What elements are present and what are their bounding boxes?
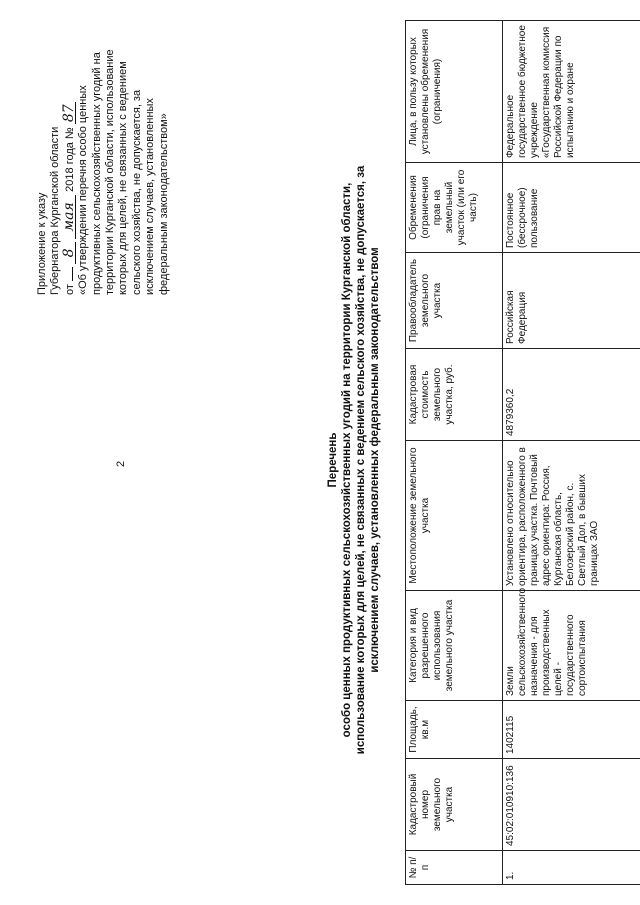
date-blank — [63, 267, 73, 281]
appendix-date-line — [60, 27, 77, 295]
header-cell-cadastral-value: Кадастровая стоимость земельного участка, руб. — [406, 349, 503, 441]
cell-cadastral-value: 4879360,2 — [503, 349, 640, 441]
header-cell-owner: Правообладатель земельного участка — [406, 253, 503, 349]
header-cell-beneficiary: Лица, в пользу которых установлены обременения (ограничения) — [406, 21, 503, 163]
cell-number: 1. — [503, 851, 640, 885]
cell-area: 1402115 — [503, 701, 640, 759]
table-header-row — [406, 21, 503, 885]
cell-encumbrance: Постоянное (бессрочное) пользование — [503, 163, 640, 253]
header-cell-location: Местоположение земельного участка — [406, 441, 503, 591]
appendix-line-1: Приложение к указу — [36, 192, 48, 295]
document-title — [326, 155, 382, 765]
decree-number: 87 — [63, 102, 76, 124]
header-cell-category: Категория и вид разрешенного использования земельного участка — [406, 591, 503, 701]
header-cell-area: Площадь, кв.м — [406, 701, 503, 759]
header-cell-encumbrance: Обременения (ограничения прав на земельный участок (или его часть) — [406, 163, 503, 253]
header-cell-number: № п/п — [406, 851, 503, 885]
cell-cadastral-number: 45:02:010910:136 — [503, 759, 640, 851]
cell-category: Земли сельскохозяйственного назначения - для производственных целей - государственного сортоиспытания — [503, 591, 640, 701]
table-row — [503, 21, 640, 885]
appendix-block — [36, 27, 171, 295]
date-prefix: от — [63, 284, 76, 295]
cell-location: Установлено относительно ориентира, расположенного в границах участка. Почтовый адрес ориентира: Россия, Курганская область, Белозерский район, с. Светлый Дол, в бывших границах ЗАО — [503, 441, 640, 591]
cell-owner: Российская Федерация — [503, 253, 640, 349]
date-year: 2018 года № — [63, 127, 76, 192]
land-register-table — [405, 20, 640, 885]
page-number: 2 — [115, 460, 127, 467]
appendix-description: «Об утверждении перечня особо ценных продуктивных сельскохозяйственных угодий на территории Курганской области, использование которых для целей, не связанных с ведением сельского хозяйства, не допускается, за исключением случаев, установленных федеральным законодательством» — [77, 49, 170, 295]
title-text: особо ценных продуктивных сельскохозяйственных угодий на территории Курганской области, использование которых для целей, не связанных с ведением сельского хозяйства, не допускается, за исключением случаев, установленных федеральным законодательством — [341, 165, 381, 755]
header-cell-cadastral-number: Кадастровый номер земельного участка — [406, 759, 503, 851]
cell-beneficiary: Федеральное государственное бюджетное учреждение «Государственная комиссия Российской Федерации по испытанию и охране — [503, 21, 640, 163]
appendix-line-2: Губернатора Курганской области — [49, 126, 62, 295]
date-month: мая — [63, 195, 76, 239]
title-heading: Перечень — [327, 432, 339, 488]
date-day: 8 — [63, 242, 76, 264]
